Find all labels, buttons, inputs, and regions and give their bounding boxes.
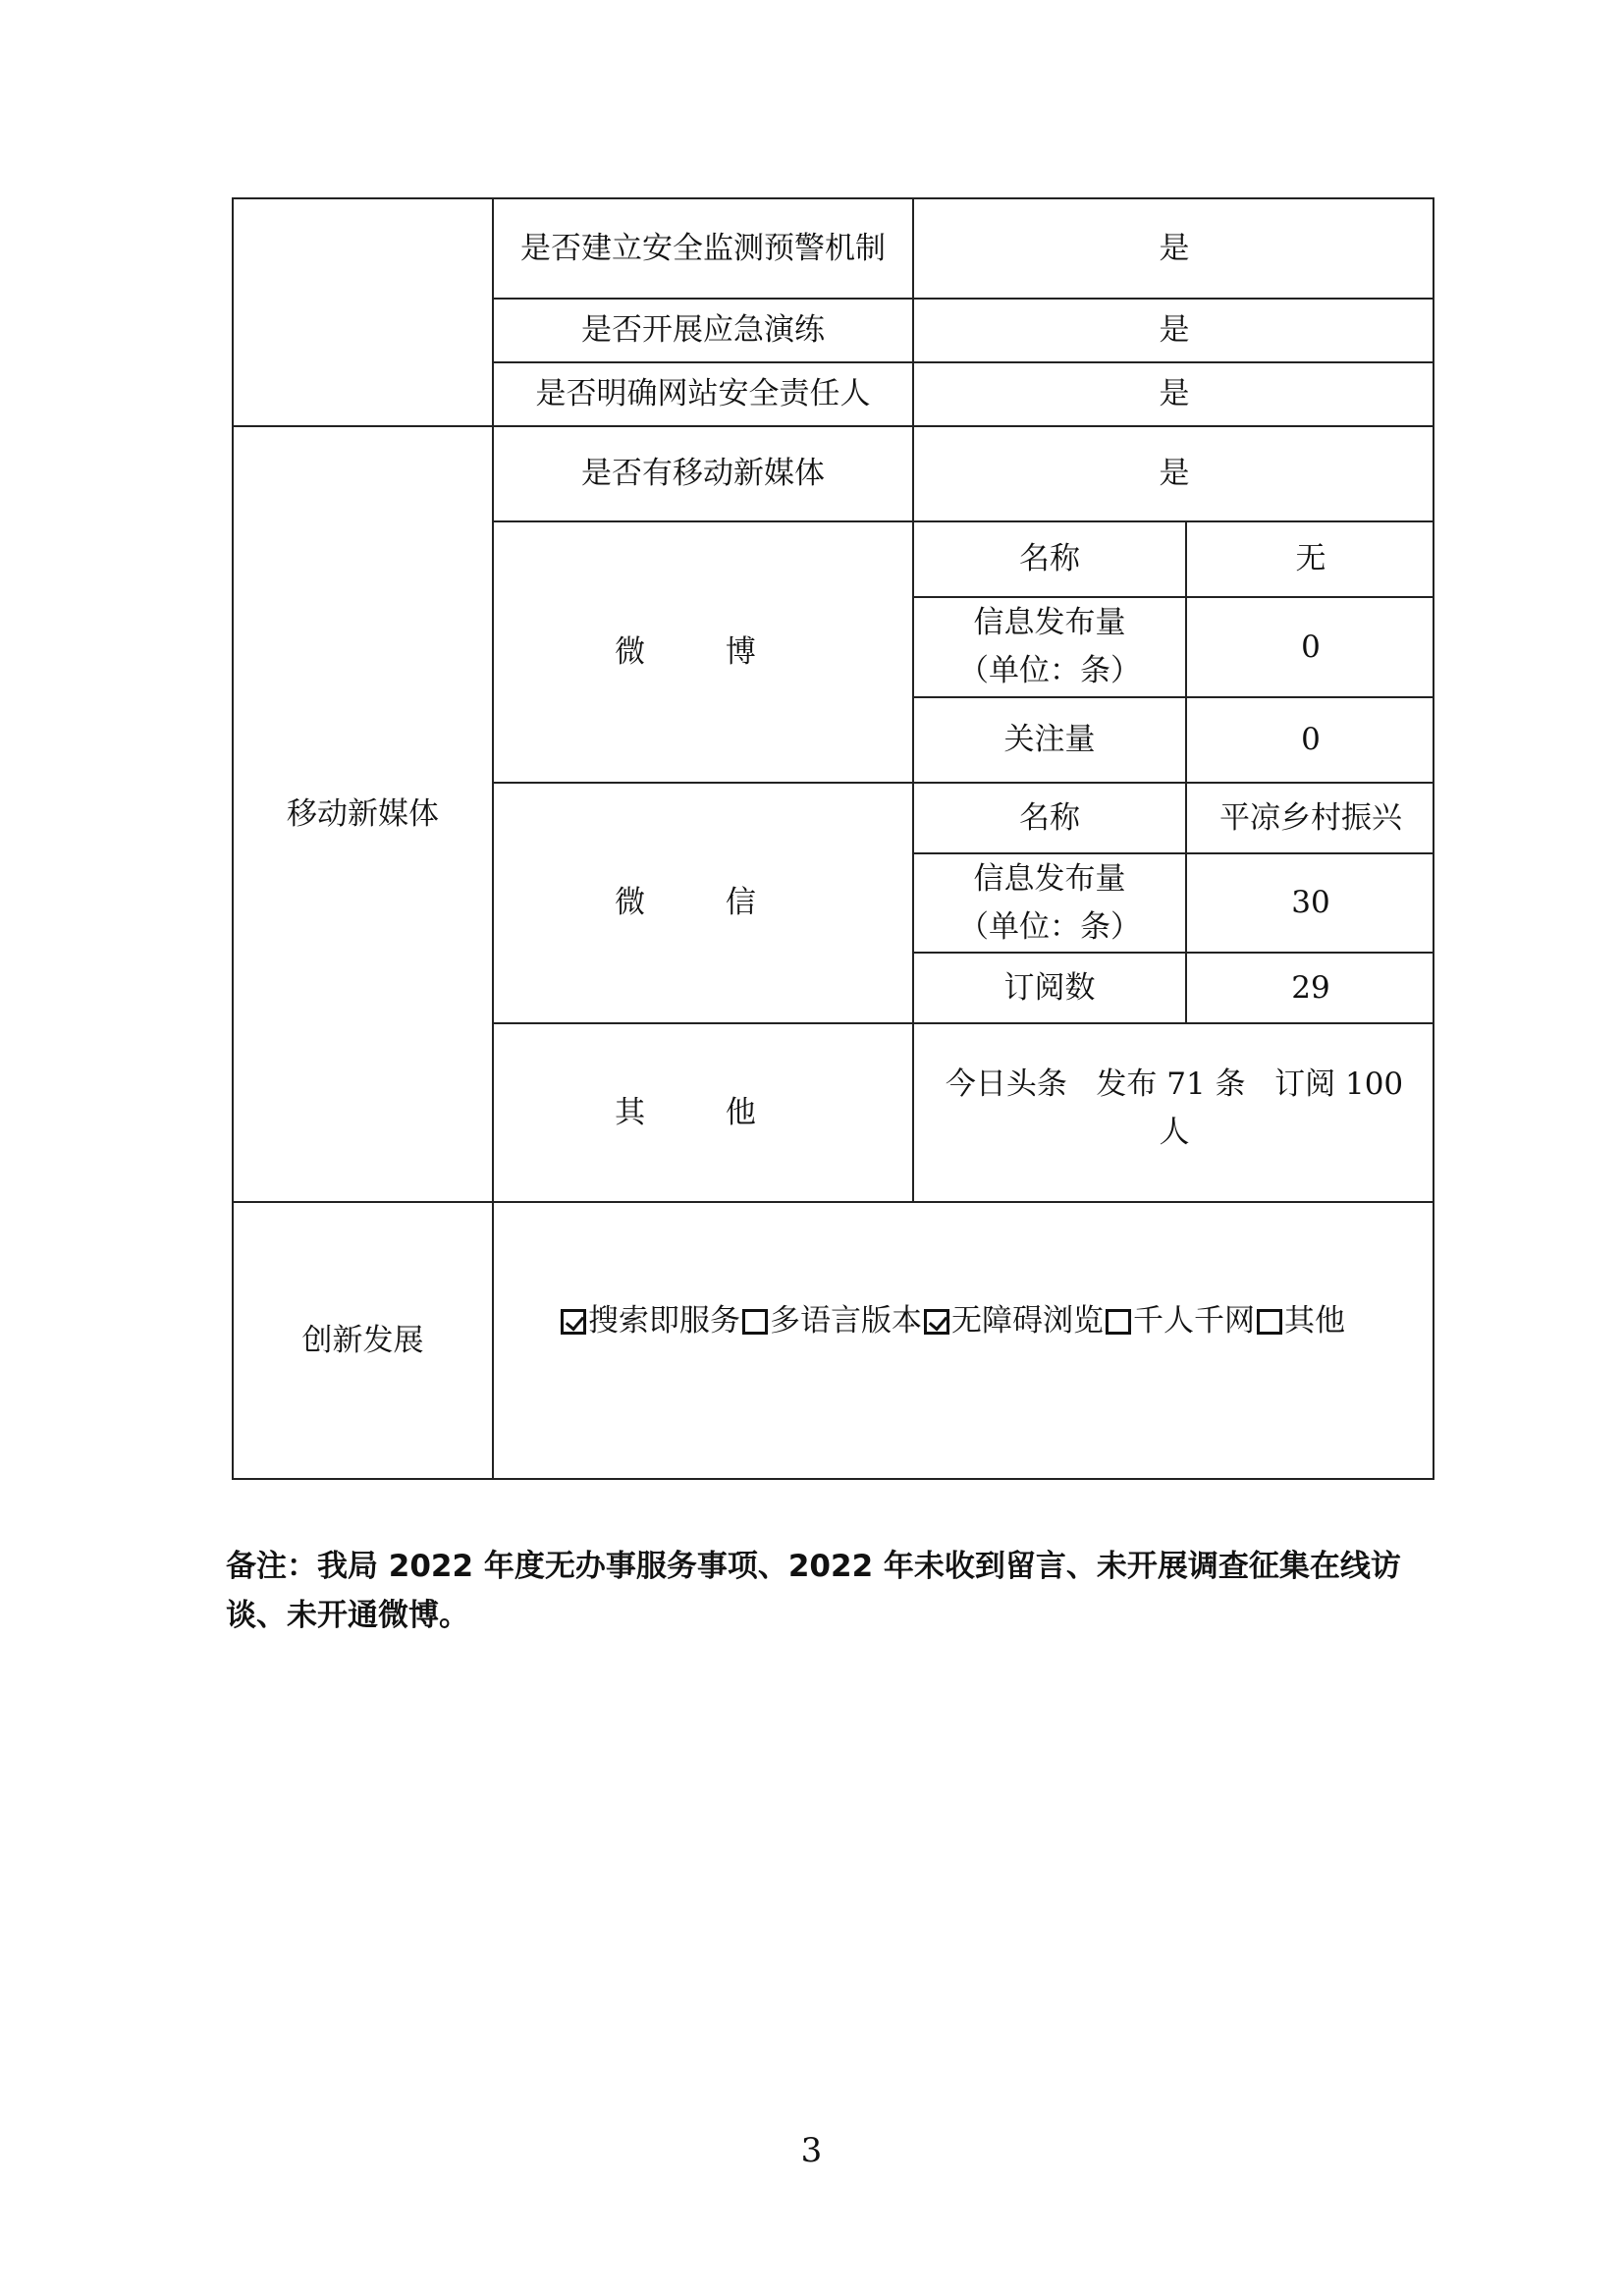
has-media-value: 是 (1159, 456, 1190, 491)
checkbox-empty-icon[interactable] (1257, 1309, 1282, 1335)
wechat-name-label: 名称 (1019, 799, 1080, 836)
checkbox-empty-icon[interactable] (1106, 1309, 1131, 1335)
security-value-drill: 是 (1159, 312, 1190, 348)
innovation-options (494, 1294, 1434, 1348)
option-multilingual[interactable]: 多语言版本 (740, 1297, 922, 1345)
security-label-responsible: 是否明确网站安全责任人 (535, 376, 871, 411)
weibo-followers-label: 关注量 (1003, 722, 1096, 757)
checkbox-empty-icon[interactable] (742, 1309, 768, 1335)
weibo-followers-value: 0 (1301, 722, 1321, 757)
weibo-posts-label: 信息发布量（单位：条） (958, 605, 1141, 688)
security-value-monitoring: 是 (1159, 230, 1190, 266)
wechat-name-value: 平凉乡村振兴 (1219, 799, 1402, 836)
weibo-name-label: 名称 (1019, 541, 1080, 576)
security-label-drill: 是否开展应急演练 (581, 312, 825, 348)
checkbox-checked-icon[interactable] (561, 1309, 586, 1335)
has-media-label: 是否有移动新媒体 (581, 456, 825, 491)
wechat-posts-label: 信息发布量（单位：条） (958, 860, 1141, 945)
option-personalized[interactable]: 千人千网 (1104, 1297, 1255, 1345)
option-accessibility[interactable]: 无障碍浏览 (922, 1297, 1104, 1345)
media-section-label: 移动新媒体 (287, 795, 439, 832)
other-media-label: 其 他 (615, 1094, 791, 1130)
page-number: 3 (800, 2131, 823, 2170)
weibo-name-value: 无 (1295, 541, 1326, 576)
wechat-posts-value: 30 (1291, 885, 1330, 920)
security-value-responsible: 是 (1159, 376, 1190, 411)
other-media-value: 今日头条 发布 71 条 订阅 100 人 (945, 1066, 1414, 1150)
weibo-posts-value: 0 (1301, 629, 1321, 665)
checkbox-checked-icon[interactable] (924, 1309, 949, 1335)
wechat-label: 微 信 (615, 885, 791, 920)
weibo-label: 微 博 (615, 633, 791, 670)
wechat-subscribers-value: 29 (1291, 969, 1330, 1006)
wechat-subscribers-label: 订阅数 (1003, 969, 1096, 1006)
security-label-monitoring: 是否建立安全监测预警机制 (520, 230, 886, 266)
option-search-service[interactable]: 搜索即服务 (559, 1297, 740, 1345)
innovation-label: 创新发展 (301, 1322, 424, 1358)
option-other[interactable]: 其他 (1255, 1297, 1345, 1345)
footnote: 备注：我局 2022 年度无办事服务事项、2022 年未收到留言、未开展调查征集在线访谈、未开通微博。 (226, 1549, 1401, 1633)
